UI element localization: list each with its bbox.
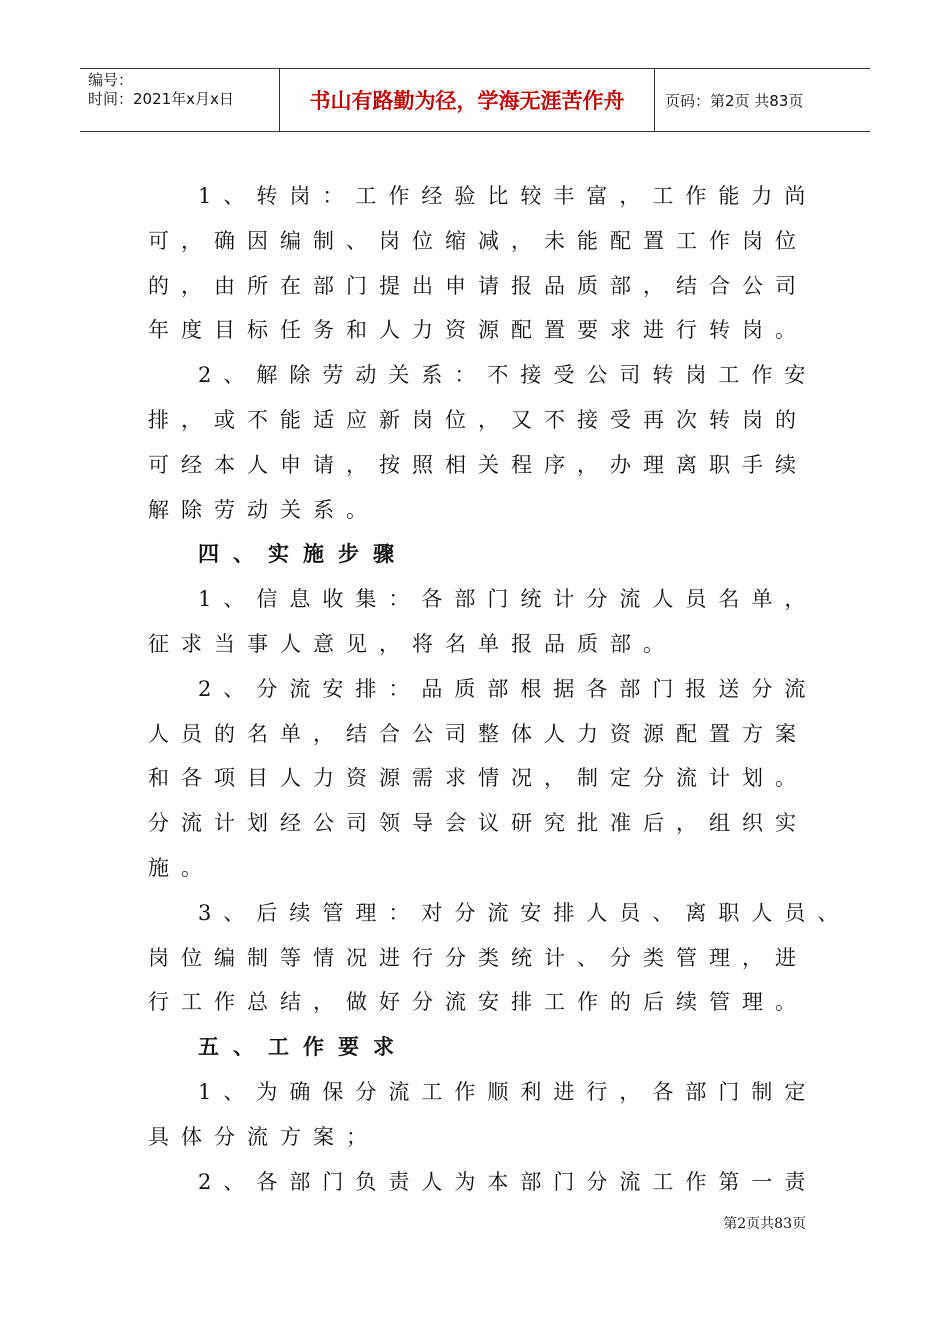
doc-number-label: 编号：	[88, 71, 134, 89]
text-line: 人员的名单，结合公司整体人力资源配置方案	[148, 721, 808, 746]
text-line: 可经本人申请，按照相关程序，办理离职手续	[148, 452, 808, 477]
text-line: 施。	[148, 855, 214, 880]
text-line: 2、各部门负责人为本部门分流工作第一责	[198, 1169, 818, 1194]
text-line: 和各项目人力资源需求情况，制定分流计划。	[148, 766, 808, 791]
text-line: 行工作总结，做好分流安排工作的后续管理。	[148, 990, 808, 1015]
text-line: 解除劳动关系。	[148, 497, 379, 522]
text-line: 3、后续管理：对分流安排人员、离职人员、	[198, 900, 851, 925]
text-line: 1、为确保分流工作顺利进行，各部门制定	[198, 1079, 818, 1104]
header-meta	[80, 69, 280, 131]
header-motto: 书山有路勤为径，学海无涯苦作舟	[280, 69, 655, 131]
text-line: 排，或不能适应新岗位，又不接受再次转岗的	[148, 407, 808, 432]
text-line: 分流计划经公司领导会议研究批准后，组织实	[148, 811, 808, 836]
section-heading: 五、工作要求	[198, 1035, 408, 1060]
text-line: 岗位编制等情况进行分类统计、分类管理，进	[148, 945, 808, 970]
page-footer: 第2页共83页	[723, 1216, 806, 1232]
text-line: 1、转岗：工作经验比较丰富，工作能力尚	[198, 184, 818, 208]
text-line: 的，由所在部门提出申请报品质部，结合公司	[148, 273, 808, 298]
text-line: 可，确因编制、岗位缩减，未能配置工作岗位	[148, 228, 808, 253]
text-line: 2、解除劳动关系：不接受公司转岗工作安	[198, 363, 818, 388]
text-line: 2、分流安排：品质部根据各部门报送分流	[198, 676, 818, 701]
text-line: 具体分流方案；	[148, 1124, 379, 1149]
text-line: 1、信息收集：各部门统计分流人员名单，	[198, 587, 818, 612]
section-heading: 四、实施步骤	[198, 542, 408, 567]
header-page-number: 页码：第2页 共83页	[665, 91, 804, 110]
document-body	[148, 174, 851, 1204]
doc-time-label: 时间：2021年x月x日	[88, 90, 234, 108]
text-line: 征求当事人意见，将名单报品质部。	[148, 631, 676, 656]
page-header	[80, 68, 870, 132]
text-line: 年度目标任务和人力资源配置要求进行转岗。	[148, 318, 808, 343]
